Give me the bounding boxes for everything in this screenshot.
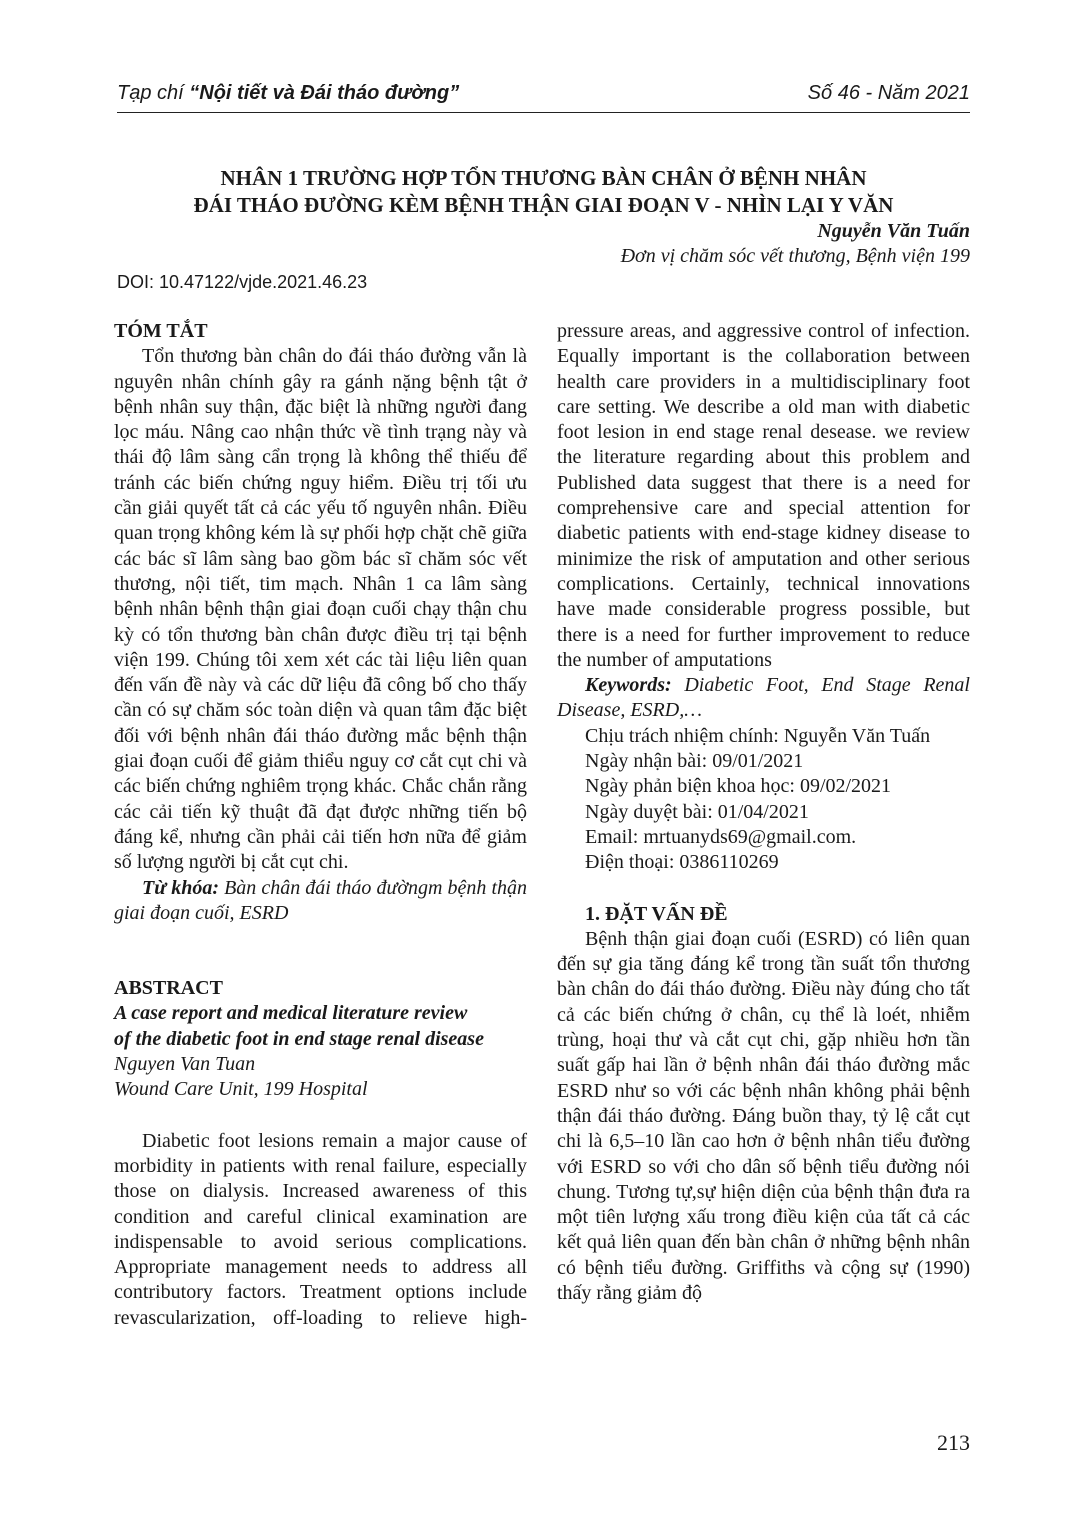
left-column (114, 319, 527, 1331)
header-rule (117, 112, 970, 113)
section1-body: Bệnh thận giai đoạn cuối (ESRD) có liên quan đến sự gia tăng đáng kể trong tần suất tổn thương bàn chân do đái tháo đường. Điều này đúng cho tất cả các biến chứng ở chân, cụ thể là loét, nhiễm trùng, hoại thư và cắt cụt chi, gặp nhiều hơn tần suất gấp hai lần ở bệnh nhân đái tháo đường mắc ESRD như so với các bệnh nhân không phải bệnh thận đái tháo đường. Đáng buồn thay, tỷ lệ cắt cụt chi là 6,5–10 lần cao hơn ở bệnh nhân tiểu đường với ESRD so với cho dân số bệnh tiểu đường nói chung. Tương tự,sự hiện diện của bệnh thận đưa ra một tiên lượng xấu trong điều kiện của tất cả các kết quả liên quan đến bàn chân ở những bệnh nhân có bệnh tiểu đường. Griffiths và cộng sự (1990) thấy rằng giảm độ (557, 927, 970, 1304)
author-affiliation: Đơn vị chăm sóc vết thương, Bệnh viện 199 (620, 245, 970, 267)
author-name: Nguyễn Văn Tuấn (817, 220, 970, 242)
issue-label: Số 46 - Năm 2021 (807, 82, 970, 104)
page-number: 213 (937, 1430, 970, 1455)
running-header (117, 82, 970, 108)
abstract-author: Nguyen Van Tuan (114, 1053, 256, 1076)
summary-body: Tổn thương bàn chân do đái tháo đường vẫn là nguyên nhân chính gây ra gánh nặng bệnh tật ở bệnh nhân suy thận, đặc biệt là những người đang lọc máu. Nâng cao nhận thức về tình trạng này và thái độ lâm sàng cẩn trọng là không thể thiếu để tránh các biến chứng nguy hiểm. Điều trị tối ưu cần giải quyết tất cả các yếu tố nguyên nhân. Điều quan trọng không kém là sự phối hợp chặt chẽ giữa các bác sĩ lâm sàng bao gồm bác sĩ chăm sóc vết thương, nội tiết, tim mạch. Nhân 1 ca lâm sàng bệnh nhân bệnh thận giai đoạn cuối chạy thận chu kỳ có tổn thương bàn chân được điều trị tại bệnh viện 199. Chúng tôi xem xét các tài liệu liên quan đến vấn đề này và các dữ liệu đã công bố cho thấy cần có sự chăm sóc toàn diện và quan tâm đặc biệt đối với bệnh nhân đái tháo đường mắc bệnh thận giai đoạn cuối để giảm thiểu nguy cơ cắt cụt chi và các biến chứng nghiêm trọng khác. Chắc chắn rằng các cải tiến kỹ thuật đã đạt được những tiến bộ đáng kể, nhưng cần phải cải tiến hơn nữa để giảm số lượng người bị cắt cụt chi. (114, 345, 527, 874)
abstract-keywords: Keywords: Diabetic Foot, End Stage Renal Disease, ESRD,… (557, 674, 970, 722)
summary-keywords: Từ khóa: Bàn chân đái tháo đườngm bệnh thận giai đoạn cuối, ESRD (114, 876, 527, 924)
journal-title: Tạp chí “Nội tiết và Đái tháo đường” (117, 82, 460, 104)
accepted-date: Ngày duyệt bài: 01/04/2021 (585, 800, 809, 823)
abstract-title: A case report and medical literature review of the diabetic foot in end stage renal disease (114, 1002, 484, 1050)
doi-link[interactable]: DOI: 10.47122/vjde.2021.46.23 (117, 272, 368, 292)
abstract-affiliation: Wound Care Unit, 199 Hospital (114, 1078, 368, 1101)
summary-heading: TÓM TẮT (114, 320, 208, 342)
correspondence-block (557, 724, 970, 876)
received-date: Ngày nhận bài: 09/01/2021 (585, 750, 804, 773)
section1-heading: 1. ĐẶT VẤN ĐỀ (585, 902, 728, 925)
article-title: NHÂN 1 TRƯỜNG HỢP TỔN THƯƠNG BÀN CHÂN Ở BỆNH NHÂN ĐÁI THÁO ĐƯỜNG KÈM BỆNH THẬN GIAI ĐOẠN V - NHÌN LẠI Y VĂN (193, 166, 894, 217)
abstract-body-part2: pressure areas, and aggressive control of infection. Equally important is the collaboration between health care providers in a multidisciplinary foot care setting. We describe a old man with diabetic foot lesion in end stage renal desease. we review the literature regarding about this problem and Published data suggest that there is a need for comprehensive care and special attention for diabetic patients with end-stage kidney disease to minimize the risk of amputation and other serious complications. Certainly, technical innovations have made considerable progress possible, but there is a need for further improvement to reduce the number of amputations (557, 320, 970, 671)
right-column (557, 319, 970, 1306)
corresponding-author: Chịu trách nhiệm chính: Nguyễn Văn Tuấn (585, 724, 931, 747)
review-date: Ngày phản biện khoa học: 09/02/2021 (585, 775, 892, 798)
abstract-heading: ABSTRACT (114, 977, 223, 1000)
abstract-body-part1: Diabetic foot lesions remain a major cause of morbidity in patients with renal failure, especially those on dialysis. Increased awareness of this condition and careful clinical examination are indispensable to avoid serious complications. Appropriate management needs to address all contributory factors. Treatment options include revascularization, off-loading to relieve high- (114, 1129, 527, 1329)
contact-email[interactable]: Email: mrtuanyds69@gmail.com. (585, 825, 857, 848)
contact-phone: Điện thoại: 0386110269 (585, 851, 779, 874)
